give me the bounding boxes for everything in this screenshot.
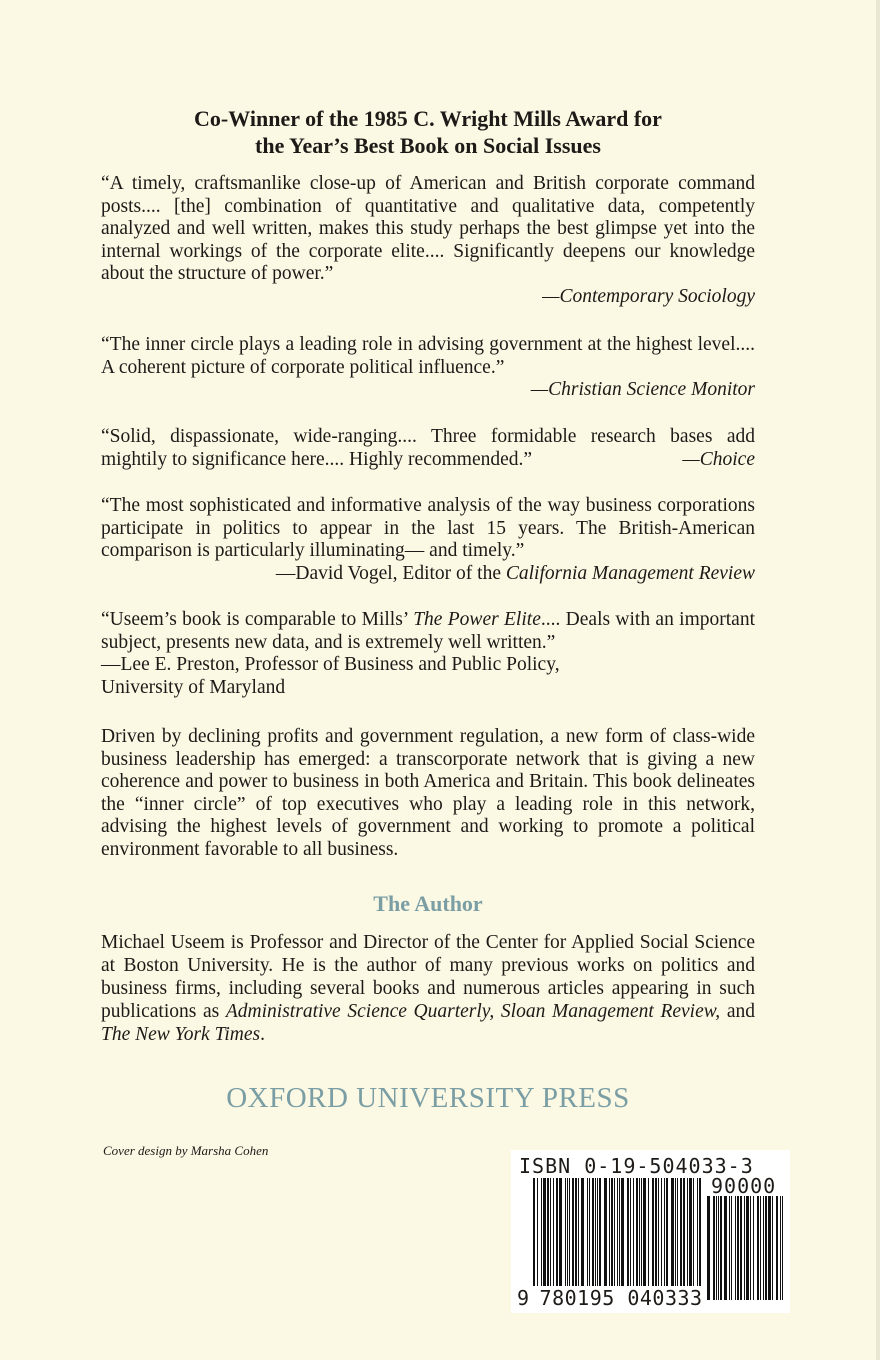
barcode-bar [697, 1178, 698, 1300]
review-source-prefix: —David Vogel, Editor of the [275, 562, 506, 584]
review-source [101, 563, 755, 586]
review-source-line-1: —Lee E. Preston, Professor of Business and Public Policy, [101, 654, 560, 675]
award-heading [100, 105, 756, 159]
barcode-bar [533, 1178, 535, 1300]
review-quote-5 [101, 609, 755, 699]
barcode-addon-bar [763, 1196, 764, 1300]
barcode-bar [597, 1178, 598, 1286]
price-code: 90000 [711, 1174, 777, 1198]
barcode-bar [648, 1178, 649, 1286]
award-line-1: Co-Winner of the 1985 C. Wright Mills Award for [194, 106, 662, 131]
barcode-addon-bar [744, 1196, 745, 1300]
barcode-addon-bar [707, 1196, 710, 1300]
barcode-bar [636, 1178, 638, 1286]
author-bio-pub-1: Administrative Science Quarterly, Sloan Management Review, [225, 1001, 721, 1022]
barcode-addon-bar [768, 1196, 771, 1300]
barcode-addon-bar [780, 1196, 781, 1300]
barcode-bar [611, 1178, 613, 1286]
barcode-bar [569, 1178, 570, 1286]
barcode-bar [556, 1178, 558, 1286]
barcode-bar [559, 1178, 562, 1286]
barcode-bar [683, 1178, 685, 1286]
book-description: Driven by declining profits and government regulation, a new form of class-wide business leadership has emerged: a transcorporate network that is giving a new coherence and power to business in both America and Britain. This book delineates the “inner circle” of top executives who play a leading role in this network, advising the highest levels of government and working to promote a political environment favorable to all business. [101, 726, 755, 860]
barcode-bar [587, 1178, 588, 1286]
review-quote-2 [101, 334, 755, 402]
review-quote-text: “The inner circle plays a leading role in advising government at the highest level.... A coherent picture of corporate political influence.” [101, 334, 755, 378]
barcode-bar [567, 1178, 568, 1286]
author-bio-pub-2: The New York Times [101, 1024, 261, 1045]
award-line-2: the Year’s Best Book on Social Issues [255, 133, 601, 158]
barcode-number-lead: 9 [517, 1286, 530, 1310]
cover-edge [876, 0, 880, 1360]
barcode-block [511, 1150, 790, 1313]
review-quote-part: “Useem’s book is comparable to Mills’ [101, 609, 414, 630]
barcode-bar [614, 1178, 615, 1286]
barcode-number-digits: 780195 040333 [539, 1286, 703, 1310]
review-source [101, 654, 755, 699]
review-quote-3 [101, 426, 755, 471]
review-source-name: —Christian Science Monitor [530, 379, 755, 400]
review-quote-1 [101, 173, 755, 308]
barcode-addon-bar [760, 1196, 761, 1300]
review-source-name: California Management Review [505, 562, 755, 584]
barcode-bar [547, 1178, 549, 1286]
review-source-name: —Choice [682, 448, 755, 470]
barcode-bar [643, 1178, 646, 1286]
barcode-addon-bar [746, 1196, 749, 1300]
review-quote-text: “A timely, craftsmanlike close-up of American and British corporate command posts.... [the] combination of quantitative and qualitative data, competently analyzed and well written, makes this study perhaps the best glimpse yet into the internal workings of the corporate elite.... Significantly deepens our knowledge about the structure of power.” [101, 173, 755, 284]
barcode-addon-bar [750, 1196, 751, 1300]
barcode-bar [666, 1178, 668, 1286]
barcode-addon-bar [737, 1196, 739, 1300]
barcode-addon-bar [724, 1196, 727, 1300]
barcode-addon-bar [713, 1196, 715, 1300]
barcode-addon-bar [753, 1196, 754, 1300]
barcode-bar [661, 1178, 662, 1286]
barcode-bar [630, 1178, 631, 1286]
barcode-bar [652, 1178, 654, 1286]
barcode-bar [599, 1178, 601, 1286]
review-source-name: —Contemporary Sociology [542, 285, 755, 307]
barcode-bar [595, 1178, 596, 1286]
barcode-bar [689, 1178, 692, 1286]
barcode-number [517, 1286, 706, 1310]
barcode-addon-bar [720, 1196, 722, 1300]
author-bio-end: . [260, 1024, 265, 1045]
barcode-bar [565, 1178, 566, 1286]
barcode-bar [575, 1178, 577, 1286]
barcode-bar [627, 1178, 629, 1300]
review-quote-part: .... Deals with an important subject, presents new data, and is extremely well written.” [101, 609, 755, 653]
author-bio-and: and [720, 1001, 755, 1022]
barcode-bar [633, 1178, 634, 1286]
barcode-bar [541, 1178, 542, 1286]
review-quote-text: “The most sophisticated and informative analysis of the way business corporations participate in politics to appear in the last 15 years. The British-American comparison is particularly illuminating— and timely.” [101, 495, 755, 561]
barcode-bar [641, 1178, 642, 1286]
barcode-bar [639, 1178, 640, 1286]
barcode-bar [621, 1178, 624, 1300]
barcode-addon-bar [735, 1196, 736, 1300]
barcode-bar [537, 1178, 538, 1300]
isbn-number: ISBN 0-19-504033-3 [519, 1154, 754, 1178]
barcode-bar [572, 1178, 574, 1286]
barcode-bar [655, 1178, 657, 1286]
barcode-bar [589, 1178, 590, 1286]
author-bio [101, 931, 755, 1046]
review-source [101, 286, 755, 309]
barcode-addon-bar [740, 1196, 742, 1300]
review-quote-4 [101, 495, 755, 585]
barcode-bar [675, 1178, 676, 1286]
cover-credit: Cover design by Marsha Cohen [103, 1143, 269, 1158]
barcode-bar [671, 1178, 674, 1286]
barcode-bar [680, 1178, 682, 1286]
barcode-bar [578, 1178, 579, 1286]
barcode-bar [619, 1178, 620, 1300]
barcode-addon-bar [765, 1196, 767, 1300]
barcode-addon-bar [757, 1196, 759, 1300]
review-source [101, 379, 755, 402]
barcode-addon-bar [731, 1196, 732, 1300]
barcode-bar [699, 1178, 701, 1300]
review-quote-title: The Power Elite [413, 609, 541, 630]
barcode-bar [693, 1178, 694, 1286]
review-source-line-2: University of Maryland [101, 676, 286, 698]
author-bio-text: Michael Useem is Professor and Director of the Center for Applied Social Science at Boston University. He is the author of many previous works on politics and business firms, including several books and numerous articles appearing in such publications as [101, 932, 755, 1022]
review-quote-text [101, 426, 755, 471]
barcode-addon-bar [772, 1196, 773, 1300]
barcode-bar [543, 1178, 546, 1286]
barcode-addon-bar [776, 1196, 778, 1300]
barcode-bar [687, 1178, 688, 1286]
author-heading: The Author [373, 891, 483, 916]
barcode-bar [658, 1178, 659, 1286]
barcode-bar [592, 1178, 594, 1286]
barcode-addon-bar [716, 1196, 717, 1300]
barcode-bar [553, 1178, 554, 1286]
review-quote-text [101, 609, 755, 654]
barcode-bar [677, 1178, 678, 1286]
review-quote-body: “Solid, dispassionate, wide-ranging.... Three formidable research bases add mightily to significance here.... Highly recommended.” [101, 426, 755, 470]
barcode-addon-bar [729, 1196, 730, 1300]
barcode-bar [550, 1178, 551, 1286]
publisher-name: OXFORD UNIVERSITY PRESS [226, 1082, 630, 1114]
barcode-bar [609, 1178, 610, 1286]
barcode-addon-bar [782, 1196, 783, 1300]
barcode-addon-bar [718, 1196, 719, 1300]
barcode-bar [581, 1178, 584, 1286]
barcode-bar [604, 1178, 607, 1286]
barcode-bar [617, 1178, 618, 1286]
barcode-bar [664, 1178, 665, 1286]
